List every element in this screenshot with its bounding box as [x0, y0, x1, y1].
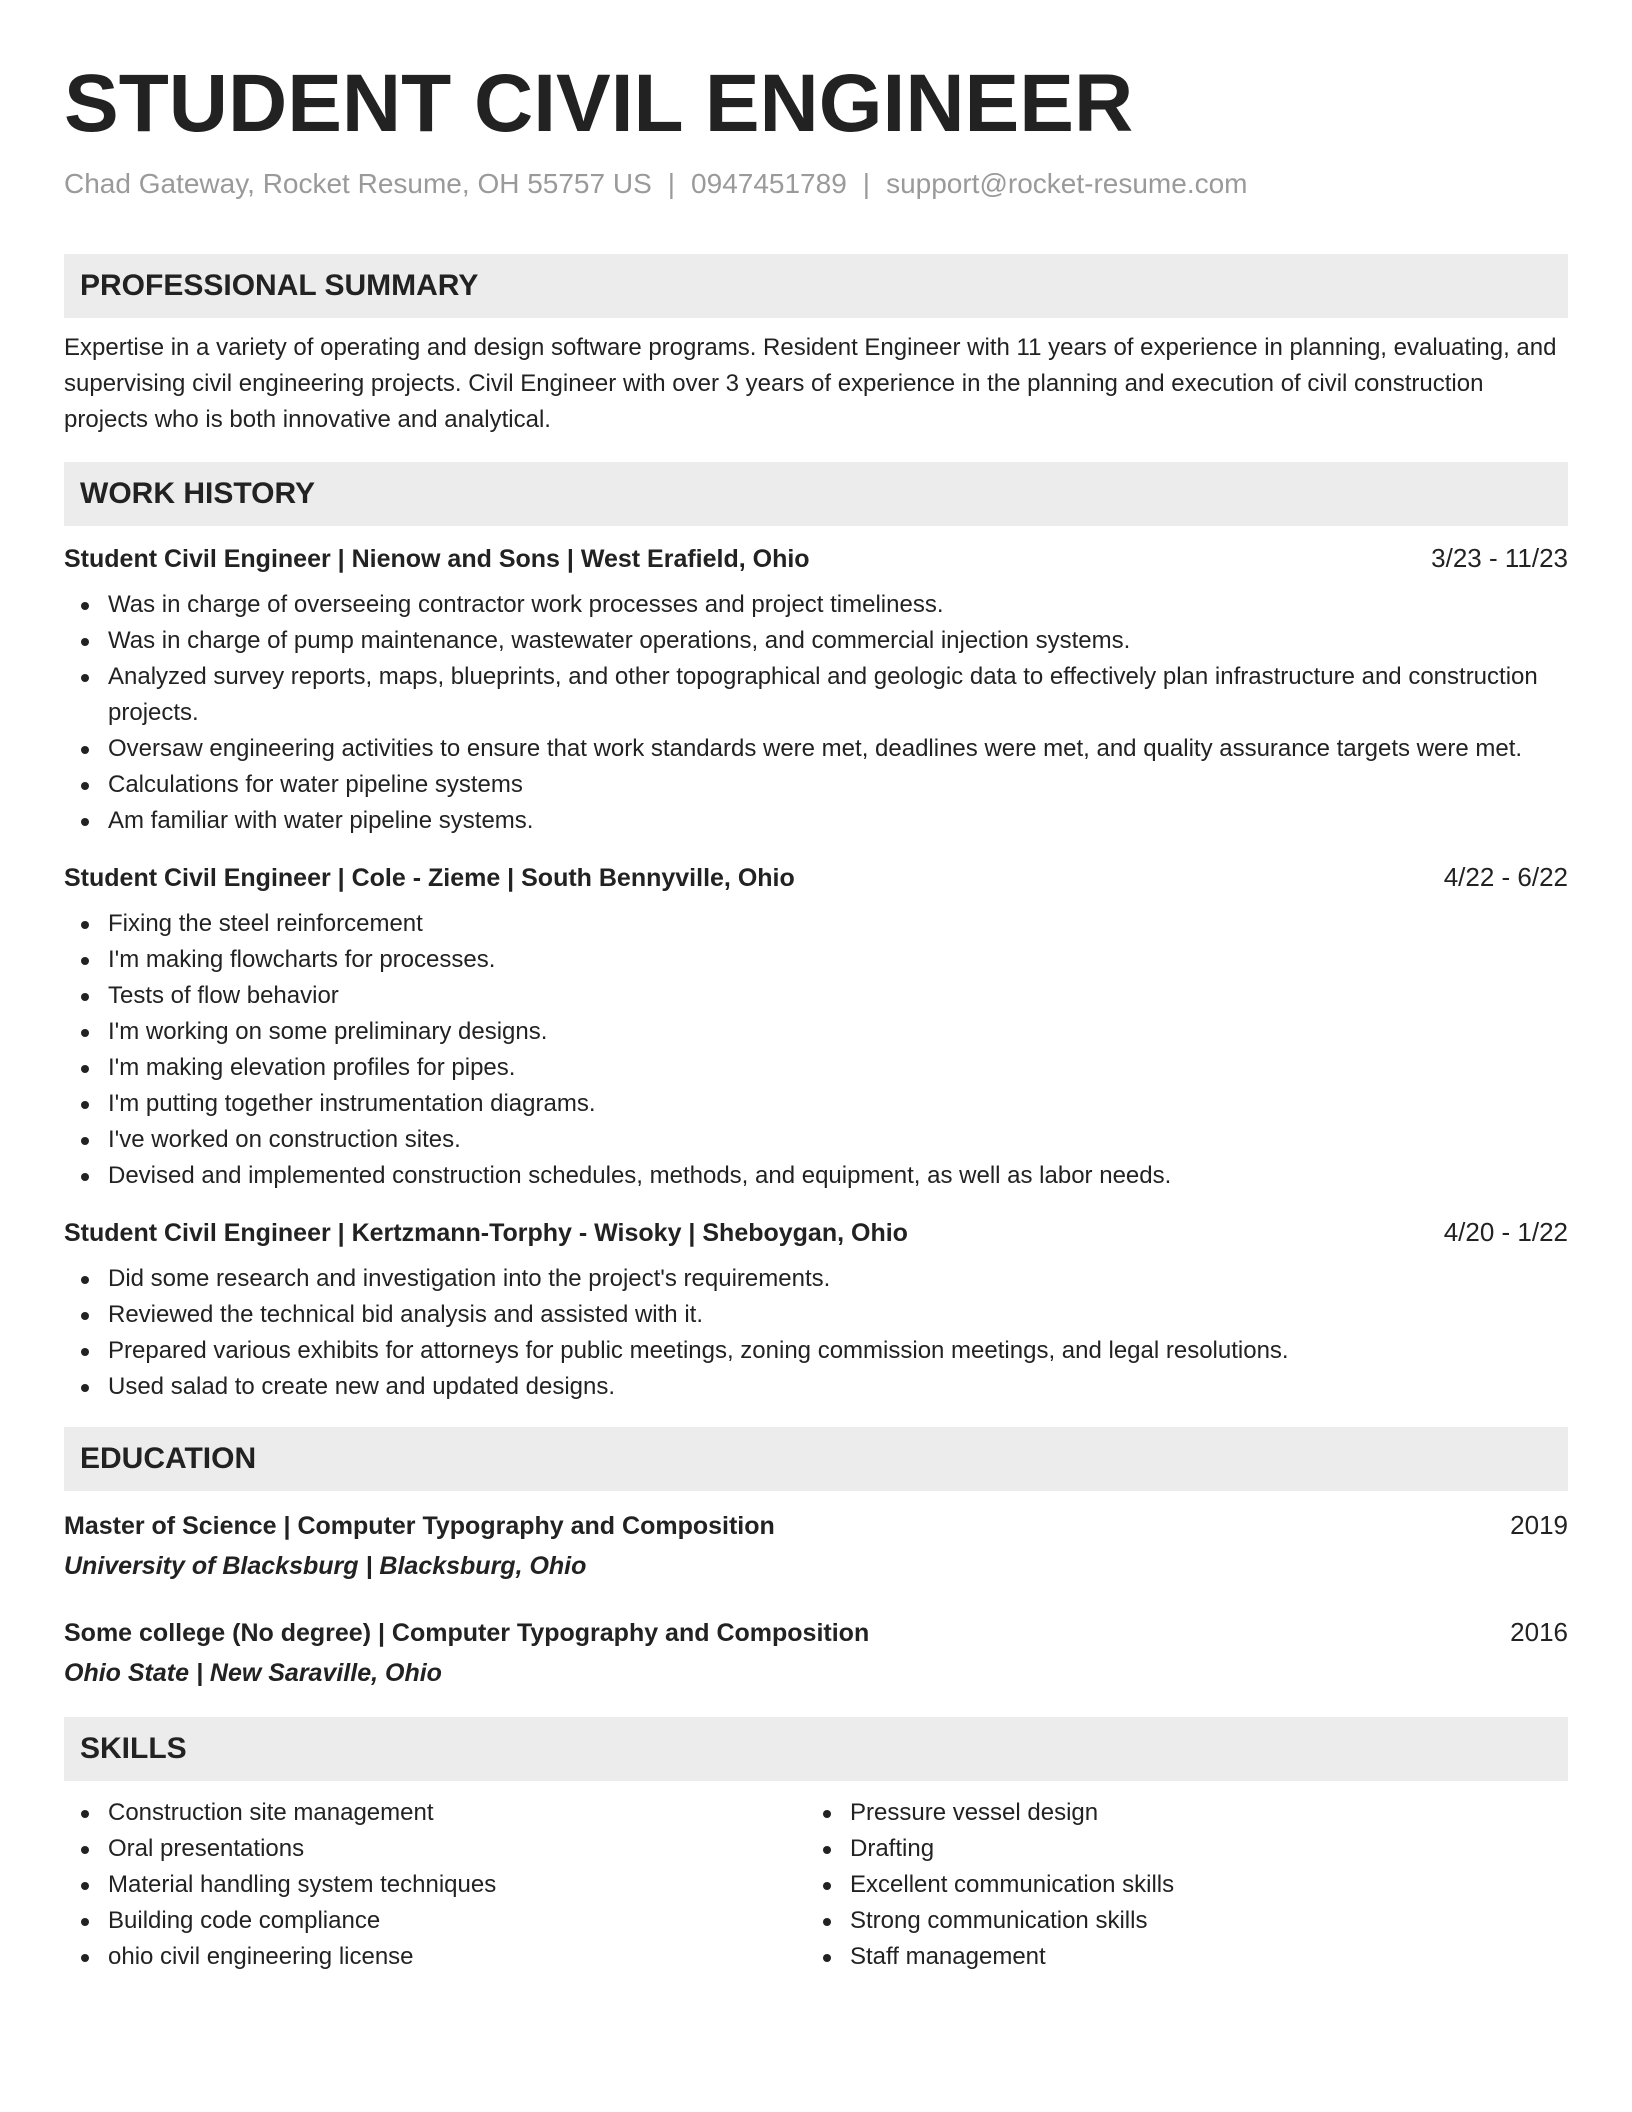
list-item: Prepared various exhibits for attorneys for public meetings, zoning commission meetings, and legal resolutions.	[108, 1333, 1568, 1369]
list-item: Oral presentations	[108, 1831, 806, 1867]
list-item: Am familiar with water pipeline systems.	[108, 803, 1568, 839]
section-header-work-history: WORK HISTORY	[64, 462, 1568, 526]
education-header	[64, 1614, 1568, 1651]
job-entry	[64, 540, 1568, 839]
list-item: Drafting	[850, 1831, 1548, 1867]
list-item: Material handling system techniques	[108, 1867, 806, 1903]
list-item: Oversaw engineering activities to ensure that work standards were met, deadlines were met, and quality assurance targets were met.	[108, 731, 1568, 767]
list-item: Pressure vessel design	[850, 1795, 1548, 1831]
list-item: Staff management	[850, 1939, 1548, 1975]
list-item: Reviewed the technical bid analysis and assisted with it.	[108, 1297, 1568, 1333]
list-item: Devised and implemented construction schedules, methods, and equipment, as well as labor needs.	[108, 1158, 1568, 1194]
contact-phone: 0947451789	[691, 168, 847, 199]
list-item: I'm working on some preliminary designs.	[108, 1014, 1568, 1050]
job-bullets	[64, 906, 1568, 1194]
job-header	[64, 859, 1568, 896]
list-item: Analyzed survey reports, maps, blueprints, and other topographical and geologic data to effectively plan infrastructure and construction projects.	[108, 659, 1568, 731]
list-item: Was in charge of overseeing contractor work processes and project timeliness.	[108, 587, 1568, 623]
resume-title: STUDENT CIVIL ENGINEER	[64, 58, 1134, 149]
list-item: Strong communication skills	[850, 1903, 1548, 1939]
list-item: Did some research and investigation into the project's requirements.	[108, 1261, 1568, 1297]
job-title: Student Civil Engineer | Kertzmann-Torphy - Wisoky | Sheboygan, Ohio	[64, 1219, 908, 1247]
education-year: 2019	[1510, 1510, 1568, 1540]
education-school: University of Blacksburg | Blacksburg, Ohio	[64, 1552, 587, 1580]
education-entry	[64, 1507, 1568, 1584]
list-item: I'm putting together instrumentation diagrams.	[108, 1086, 1568, 1122]
job-entry	[64, 859, 1568, 1194]
job-header	[64, 540, 1568, 577]
education-header	[64, 1507, 1568, 1544]
job-title: Student Civil Engineer | Cole - Zieme | South Bennyville, Ohio	[64, 864, 795, 892]
list-item: I've worked on construction sites.	[108, 1122, 1568, 1158]
contact-separator: |	[862, 168, 871, 199]
job-header	[64, 1214, 1568, 1251]
job-bullets	[64, 1261, 1568, 1405]
job-entry	[64, 1214, 1568, 1405]
education-degree: Some college (No degree) | Computer Typography and Composition	[64, 1619, 870, 1647]
education-year: 2016	[1510, 1617, 1568, 1647]
section-header-summary: PROFESSIONAL SUMMARY	[64, 254, 1568, 318]
list-item: Tests of flow behavior	[108, 978, 1568, 1014]
contact-separator: |	[667, 168, 676, 199]
job-bullets	[64, 587, 1568, 839]
list-item: Construction site management	[108, 1795, 806, 1831]
summary-text: Expertise in a variety of operating and design software programs. Resident Engineer with 11 years of experience in planning, evaluating, and supervising civil engineering projects. Civil Engineer with over 3 years of experience in the planning and execution of civil construction projects who is both innovative and analytical.	[64, 334, 1557, 433]
skills-list-right	[806, 1795, 1548, 1975]
contact-email: support@rocket-resume.com	[886, 168, 1248, 199]
contact-line	[64, 166, 1568, 202]
job-dates: 4/20 - 1/22	[1443, 1217, 1568, 1247]
section-header-skills: SKILLS	[64, 1717, 1568, 1781]
contact-address: Chad Gateway, Rocket Resume, OH 55757 US	[64, 168, 652, 199]
education-entry	[64, 1614, 1568, 1691]
list-item: Fixing the steel reinforcement	[108, 906, 1568, 942]
skills-list-left	[64, 1795, 806, 1975]
list-item: I'm making flowcharts for processes.	[108, 942, 1568, 978]
job-title: Student Civil Engineer | Nienow and Sons | West Erafield, Ohio	[64, 545, 810, 573]
skills-grid	[64, 1795, 1568, 1975]
section-header-education: EDUCATION	[64, 1427, 1568, 1491]
list-item: Was in charge of pump maintenance, wastewater operations, and commercial injection systems.	[108, 623, 1568, 659]
list-item: Used salad to create new and updated designs.	[108, 1369, 1568, 1405]
education-school: Ohio State | New Saraville, Ohio	[64, 1659, 442, 1687]
list-item: Calculations for water pipeline systems	[108, 767, 1568, 803]
list-item: Building code compliance	[108, 1903, 806, 1939]
job-dates: 4/22 - 6/22	[1443, 862, 1568, 892]
list-item: Excellent communication skills	[850, 1867, 1548, 1903]
education-degree: Master of Science | Computer Typography and Composition	[64, 1512, 775, 1540]
list-item: ohio civil engineering license	[108, 1939, 806, 1975]
job-dates: 3/23 - 11/23	[1431, 543, 1568, 573]
list-item: I'm making elevation profiles for pipes.	[108, 1050, 1568, 1086]
